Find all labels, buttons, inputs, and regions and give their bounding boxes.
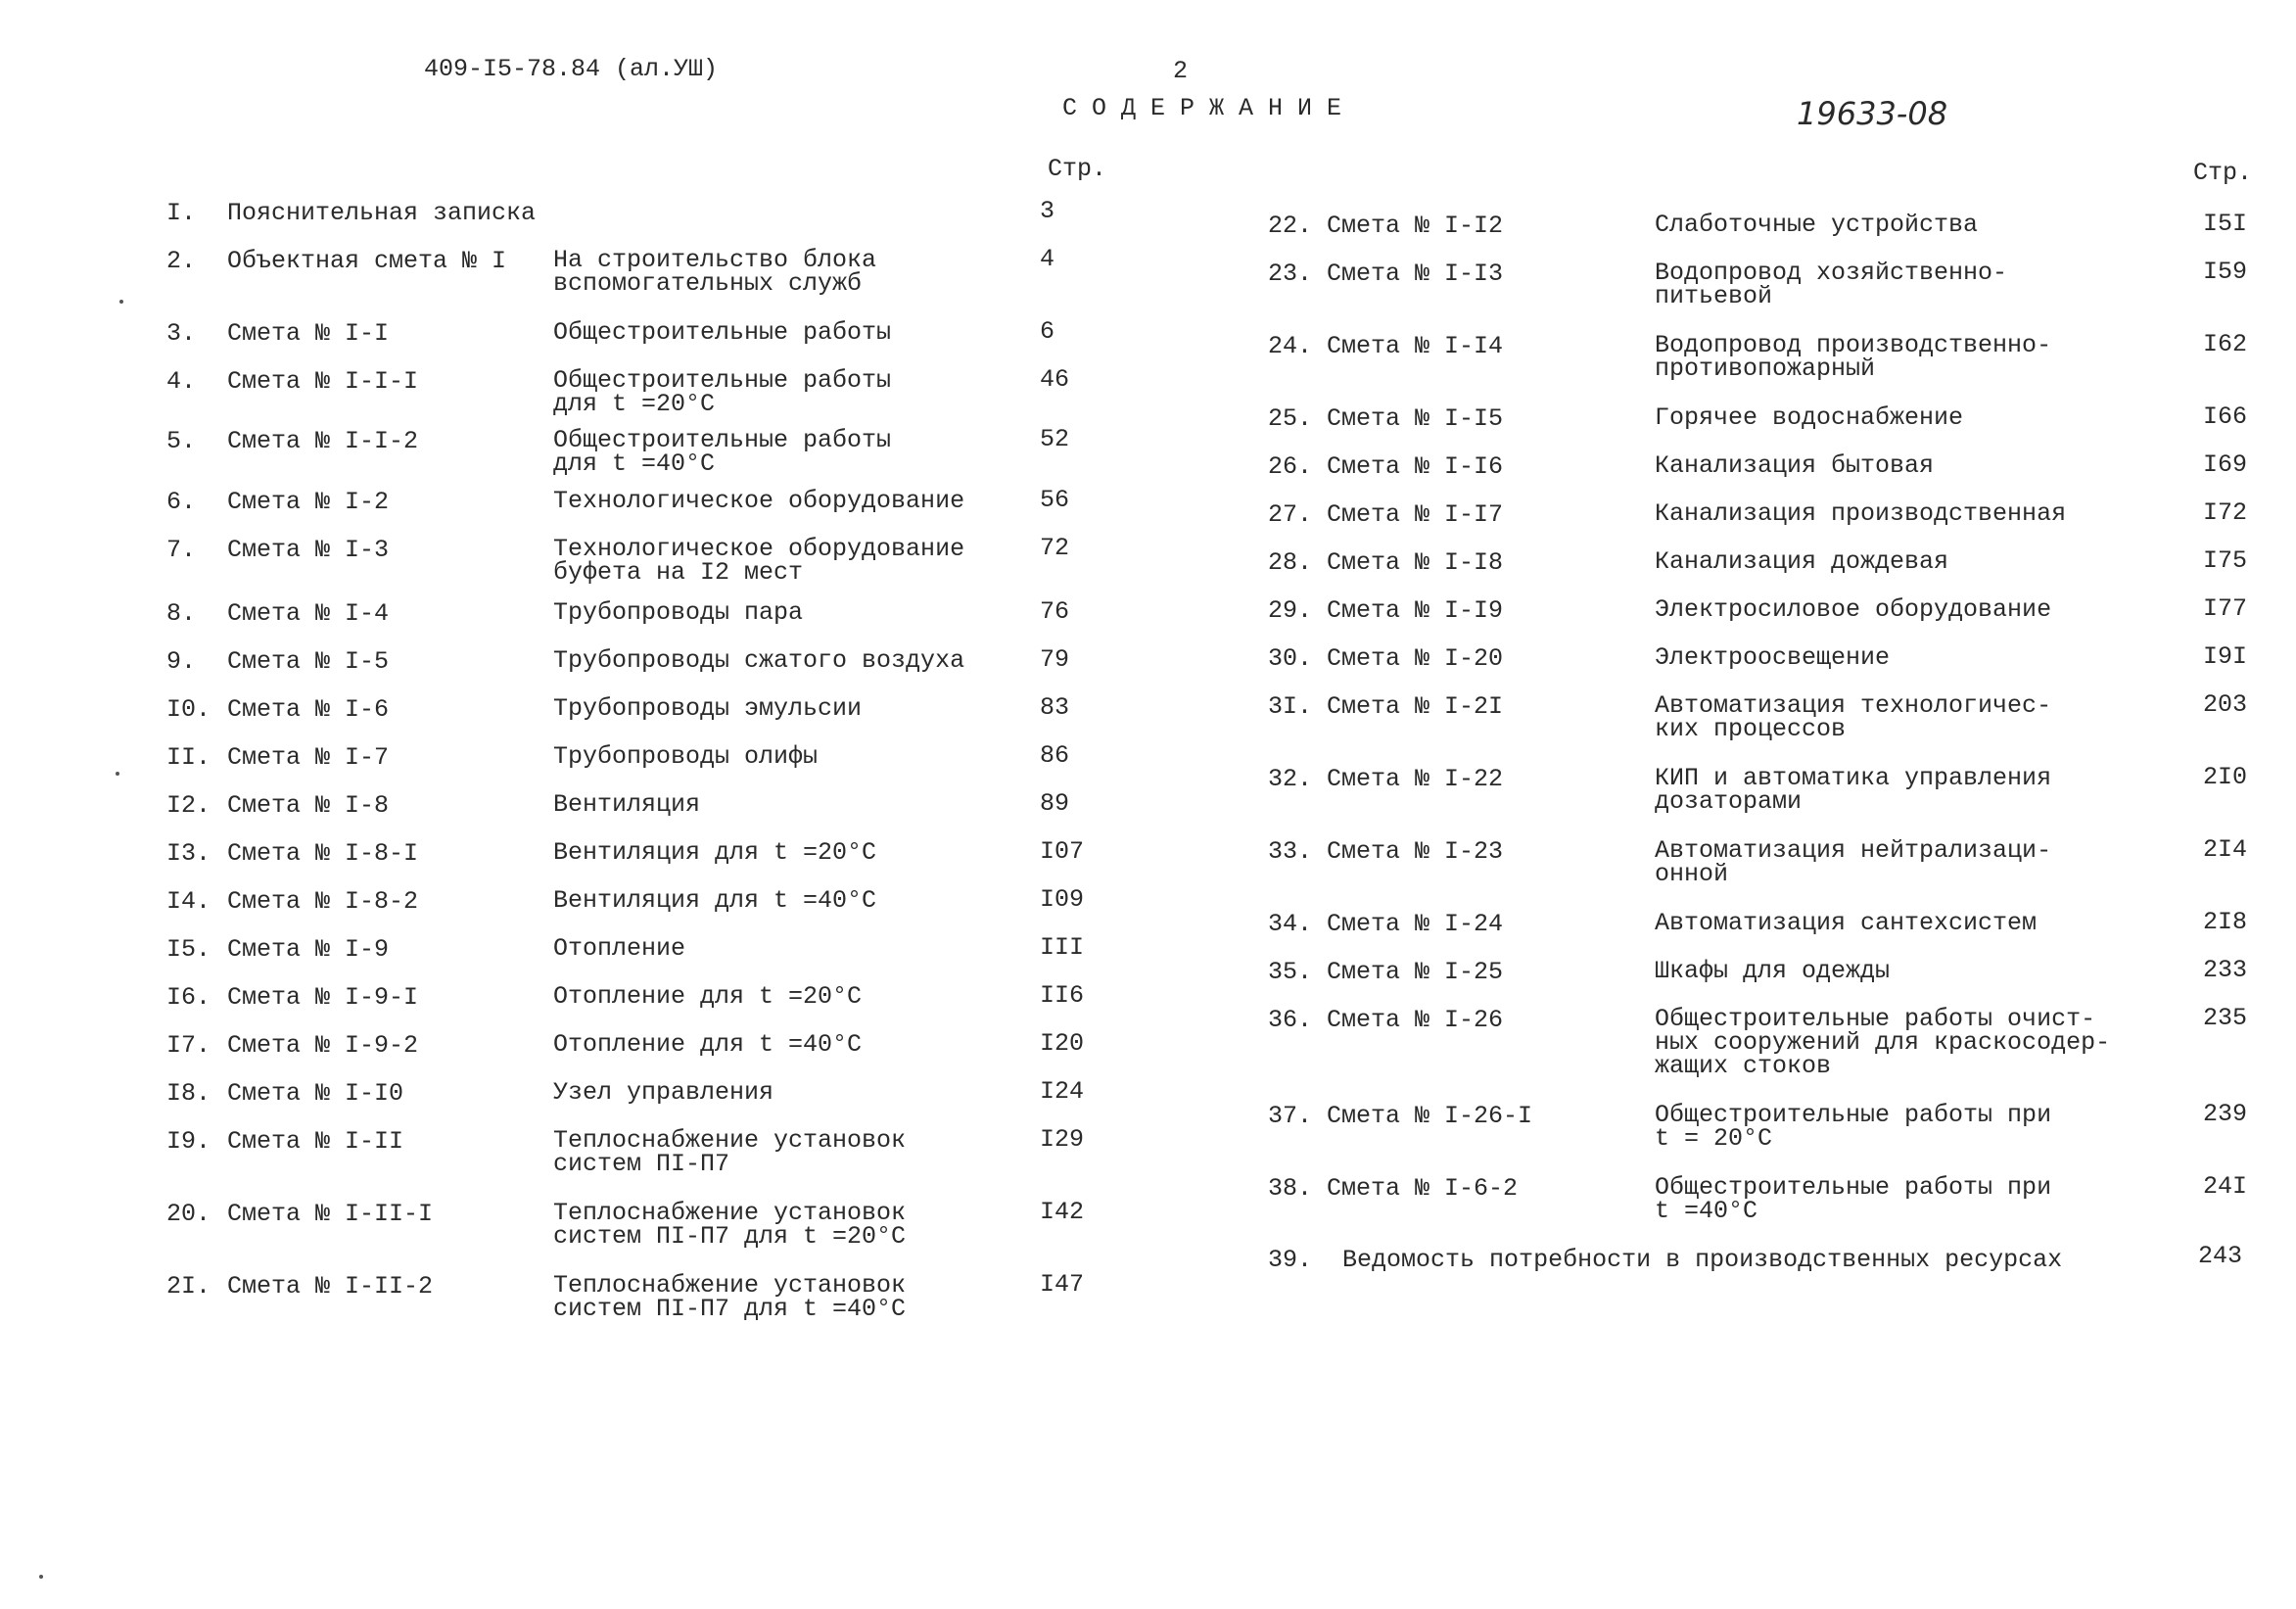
entry-label: Смета № I-20 [1327, 644, 1504, 673]
entry-page: 46 [1040, 365, 1070, 394]
entry-label: Смета № I-7 [227, 743, 390, 772]
entry-description: Вентиляция для t =40°C [553, 886, 877, 915]
entry-number: 2. [166, 247, 197, 275]
entry-page: I77 [2203, 594, 2248, 623]
entry-number: 7. [166, 536, 197, 564]
entry-page: 2I4 [2203, 835, 2248, 864]
page-column-label-right: Стр. [2193, 159, 2253, 187]
entry-label: Смета № I-9-2 [227, 1031, 419, 1060]
entry-page: 76 [1040, 597, 1070, 626]
entry-number: I8. [166, 1079, 211, 1108]
entry-page: I47 [1040, 1270, 1085, 1299]
entry-label: Смета № I-4 [227, 599, 390, 628]
entry-page: I66 [2203, 402, 2248, 431]
entry-description: Автоматизация технологичес- ких процессов [1655, 691, 2052, 743]
entry-page: 233 [2203, 956, 2248, 984]
entry-label: Смета № I-I [227, 319, 390, 348]
entry-label: Смета № I-I9 [1327, 596, 1504, 625]
scan-speck [39, 1575, 43, 1579]
entry-number: 24. [1268, 332, 1313, 360]
entry-description: Водопровод производственно- противопожарный [1655, 331, 2052, 383]
entry-label: Смета № I-2I [1327, 692, 1504, 721]
entry-page: 6 [1040, 317, 1055, 346]
entry-number: 28. [1268, 548, 1313, 577]
entry-description: Канализация производственная [1655, 499, 2067, 528]
entry-number: II. [166, 743, 211, 772]
entry-description: Трубопроводы сжатого воздуха [553, 646, 965, 675]
entry-label: Смета № I-I6 [1327, 452, 1504, 481]
entry-number: I2. [166, 791, 211, 820]
entry-page: I75 [2203, 546, 2248, 575]
entry-page: I09 [1040, 885, 1085, 914]
entry-label: Смета № I-II-2 [227, 1272, 434, 1301]
entry-number: 22. [1268, 212, 1313, 240]
entry-description: Трубопроводы эмульсии [553, 694, 863, 723]
entry-page: 83 [1040, 693, 1070, 722]
entry-label: Объектная смета № I [227, 247, 507, 275]
entry-number: 36. [1268, 1006, 1313, 1034]
entry-description: Технологическое оборудование буфета на I2 мест [553, 535, 965, 587]
scan-speck [116, 772, 119, 776]
entry-page: 3 [1040, 197, 1055, 225]
entry-number: 3. [166, 319, 197, 348]
entry-label: Смета № I-26-I [1327, 1102, 1533, 1130]
entry-page: I5I [2203, 210, 2248, 238]
entry-description: Общестроительные работы для t =40°C [553, 426, 892, 478]
entry-number: I9. [166, 1127, 211, 1156]
entry-description: Электроосвещение [1655, 643, 1891, 672]
entry-page: I29 [1040, 1125, 1085, 1154]
entry-page: I42 [1040, 1198, 1085, 1226]
entry-label: Смета № I-II-I [227, 1200, 434, 1228]
entry-number: 4. [166, 367, 197, 396]
entry-description: Общестроительные работы для t =20°C [553, 366, 892, 418]
contents-entry-39 [1268, 1248, 2062, 1272]
entry-description: Общестроительные работы очист- ных сооружений для краскосодер- жащих стоков [1655, 1005, 2111, 1080]
entry-number: 2I. [166, 1272, 211, 1301]
entry-text: Ведомость потребности в производственных ресурсах [1342, 1246, 2063, 1274]
document-code: 409-I5-78.84 (ал.УШ) [424, 55, 719, 83]
entry-number: 23. [1268, 260, 1313, 288]
entry-page: I62 [2203, 330, 2248, 358]
entry-description: Электросиловое оборудование [1655, 595, 2052, 624]
entry-page: 2I0 [2203, 763, 2248, 791]
entry-number: 37. [1268, 1102, 1313, 1130]
entry-number: 35. [1268, 958, 1313, 986]
page-column-label-left: Стр. [1048, 155, 1107, 183]
entry-description: Технологическое оборудование [553, 487, 965, 515]
entry-description: Отопление [553, 934, 686, 963]
page-number: 2 [1173, 57, 1189, 85]
entry-number: 32. [1268, 765, 1313, 793]
entry-label: Смета № I-24 [1327, 910, 1504, 938]
entry-number: I6. [166, 983, 211, 1012]
entry-label: Смета № I-9-I [227, 983, 419, 1012]
entry-description: Канализация дождевая [1655, 547, 1949, 576]
entry-page: 86 [1040, 741, 1070, 770]
entry-number: I5. [166, 935, 211, 964]
entry-label: Смета № I-II [227, 1127, 404, 1156]
entry-number: 34. [1268, 910, 1313, 938]
entry-label: Смета № I-3 [227, 536, 390, 564]
entry-number: 5. [166, 427, 197, 455]
entry-number: 25. [1268, 404, 1313, 433]
entry-page: I07 [1040, 837, 1085, 866]
entry-page: 4 [1040, 245, 1055, 273]
entry-number: 26. [1268, 452, 1313, 481]
entry-page: III [1040, 933, 1085, 962]
entry-page: I59 [2203, 258, 2248, 286]
entry-description: Теплоснабжение установок систем ПI-П7 для t =40°C [553, 1271, 907, 1323]
entry-description: Водопровод хозяйственно- питьевой [1655, 259, 2008, 310]
entry-description: Теплоснабжение установок систем ПI-П7 для t =20°C [553, 1199, 907, 1251]
entry-label: Смета № I-26 [1327, 1006, 1504, 1034]
entry-page: 72 [1040, 534, 1070, 562]
entry-number: I4. [166, 887, 211, 916]
entry-label: Смета № I-8 [227, 791, 390, 820]
entry-description: Автоматизация сантехсистем [1655, 909, 2038, 937]
entry-number: 30. [1268, 644, 1313, 673]
entry-description: Горячее водоснабжение [1655, 403, 1964, 432]
entry-description: Автоматизация нейтрализаци- онной [1655, 836, 2052, 888]
entry-number: I7. [166, 1031, 211, 1060]
entry-number: 27. [1268, 500, 1313, 529]
entry-page: 79 [1040, 645, 1070, 674]
inventory-number: 19633-08 [1797, 95, 1948, 132]
entry-description: Трубопроводы олифы [553, 742, 819, 771]
entry-number: 39. [1268, 1246, 1313, 1274]
entry-description: Вентиляция для t =20°C [553, 838, 877, 867]
entry-label: Смета № I-I5 [1327, 404, 1504, 433]
entry-label: Смета № I-I3 [1327, 260, 1504, 288]
entry-description: Отопление для t =20°C [553, 982, 863, 1011]
entry-label: Смета № I-5 [227, 647, 390, 676]
entry-label: Смета № I-25 [1327, 958, 1504, 986]
entry-number: I0. [166, 695, 211, 724]
entry-page: 2I8 [2203, 908, 2248, 936]
entry-page: 24I [2203, 1172, 2248, 1201]
entry-page: II6 [1040, 981, 1085, 1010]
entry-page: I69 [2203, 450, 2248, 479]
entry-description: Общестроительные работы при t = 20°C [1655, 1101, 2052, 1153]
entry-page: I9I [2203, 642, 2248, 671]
entry-number: 8. [166, 599, 197, 628]
entry-number: 29. [1268, 596, 1313, 625]
entry-description: Канализация бытовая [1655, 451, 1935, 480]
entry-number: 6. [166, 488, 197, 516]
entry-description: Общестроительные работы при t =40°C [1655, 1173, 2052, 1225]
entry-page: I24 [1040, 1077, 1085, 1106]
page-title: СОДЕРЖАНИЕ [1062, 94, 1357, 122]
scan-speck [119, 300, 123, 304]
entry-label: Пояснительная записка [227, 199, 537, 227]
entry-label: Смета № I-23 [1327, 837, 1504, 866]
entry-page: 56 [1040, 486, 1070, 514]
entry-description: КИП и автоматика управления дозаторами [1655, 764, 2052, 816]
entry-label: Смета № I-2 [227, 488, 390, 516]
entry-label: Смета № I-8-I [227, 839, 419, 868]
entry-description: Отопление для t =40°C [553, 1030, 863, 1059]
entry-number: 38. [1268, 1174, 1313, 1203]
entry-label: Смета № I-I8 [1327, 548, 1504, 577]
entry-description: Вентиляция [553, 790, 701, 819]
entry-page: 89 [1040, 789, 1070, 818]
entry-number: 9. [166, 647, 197, 676]
entry-description: Трубопроводы пара [553, 598, 804, 627]
entry-number: 33. [1268, 837, 1313, 866]
entry-description: Теплоснабжение установок систем ПI-П7 [553, 1126, 907, 1178]
entry-label: Смета № I-I4 [1327, 332, 1504, 360]
entry-page: 235 [2203, 1004, 2248, 1032]
entry-number: I3. [166, 839, 211, 868]
entry-label: Смета № I-22 [1327, 765, 1504, 793]
entry-description: Шкафы для одежды [1655, 957, 1891, 985]
entry-page: 52 [1040, 425, 1070, 453]
entry-description: Общестроительные работы [553, 318, 892, 347]
entry-label: Смета № I-6-2 [1327, 1174, 1519, 1203]
entry-page: 203 [2203, 690, 2248, 719]
entry-description: На строительство блока вспомогательных служб [553, 246, 877, 298]
entry-page: I72 [2203, 498, 2248, 527]
entry-label: Смета № I-I-2 [227, 427, 419, 455]
entry-number: 20. [166, 1200, 211, 1228]
entry-label: Смета № I-I7 [1327, 500, 1504, 529]
entry-label: Смета № I-8-2 [227, 887, 419, 916]
entry-label: Смета № I-I0 [227, 1079, 404, 1108]
entry-page: I20 [1040, 1029, 1085, 1058]
entry-number: I. [166, 199, 197, 227]
entry-description: Слаботочные устройства [1655, 211, 1979, 239]
entry-number: 3I. [1268, 692, 1313, 721]
entry-label: Смета № I-I-I [227, 367, 419, 396]
entry-label: Смета № I-6 [227, 695, 390, 724]
entry-label: Смета № I-9 [227, 935, 390, 964]
entry-page: 243 [2198, 1242, 2243, 1270]
entry-description: Узел управления [553, 1078, 774, 1107]
entry-label: Смета № I-I2 [1327, 212, 1504, 240]
entry-page: 239 [2203, 1100, 2248, 1128]
